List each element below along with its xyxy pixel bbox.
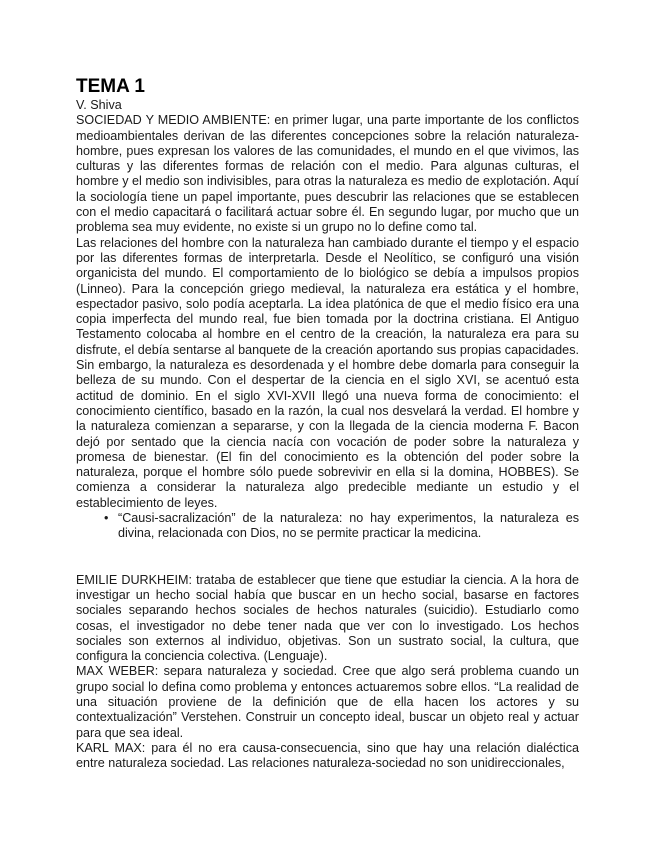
paragraph-relaciones-hombre-naturaleza: Las relaciones del hombre con la naturaleza han cambiado durante el tiempo y el espacio por las diferentes formas de interpretarla. Desde el Neolítico, se configuró una visión organicista del mundo. El comportamiento de lo biológico se debía a impulsos propios (Linneo). Para la concepción griego medieval, la naturaleza era estática y el hombre, espectador pasivo, solo podía aceptarla. La idea platónica de que el medio físico era una copia imperfecta del mundo real, fue bien tomada por la doctrina cristiana. El Antiguo Testamento colocaba al hombre en el centro de la creación, la naturaleza era para su disfrute, el debía sentarse al banquete de la creación aportando sus propias capacidades. Sin embargo, la naturaleza es desordenada y el hombre debe domarla para conseguir la belleza de su mundo. Con el despertar de la ciencia en el siglo XVI, se acentuó esta actitud de dominio. En el siglo XVI-XVII llegó una nueva forma de conocimiento: el conocimiento científico, basado en la razón, la cual nos desvelará la verdad. El hombre y la naturaleza comienzan a separarse, y con la llegada de la ciencia moderna F. Bacon dejó por sentado que la ciencia nacía con vocación de poder sobre la naturaleza y promesa de bienestar. (El fin del conocimiento es la obtención del poder sobre la naturaleza, porque el hombre sólo puede sobrevivir en ella si la domina, HOBBES). Se comienza a considerar la naturaleza algo predecible mediante un estudio y el establecimiento de leyes. bbox=[76, 235, 579, 510]
paragraph-sociedad-medio-ambiente: SOCIEDAD Y MEDIO AMBIENTE: en primer lugar, una parte importante de los conflictos medioambientales derivan de las diferentes concepciones sobre la relación naturaleza-hombre, pues expresan los valores de las comunidades, el mundo en el que vivimos, las culturas y las diferentes formas de relación con el medio. Para algunas culturas, el hombre y el medio son indivisibles, para otras la naturaleza es medio de explotación. Aquí la sociología tiene un papel importante, pues descubrir las relaciones que se establecen con el medio capacitará o facilitará actuar sobre él. En segundo lugar, por mucho que un problema sea muy evidente, no existe si un grupo no lo define como tal. bbox=[76, 113, 579, 235]
section-spacer bbox=[76, 542, 579, 573]
paragraph-durkheim: EMILIE DURKHEIM: trataba de establecer que tiene que estudiar la ciencia. A la hora de investigar un hecho social había que buscar en un hecho social, basarse en factores sociales separando hechos sociales de hechos naturales (suicidio). Estudiarlo como cosas, el investigador no debe tener nada que ver con lo investigado. Los hechos sociales son externos al individuo, objetivas. Son un sustrato social, la cultura, que configura la conciencia colectiva. (Lenguaje). bbox=[76, 572, 579, 664]
bullet-icon: • bbox=[104, 511, 109, 526]
paragraph-weber: MAX WEBER: separa naturaleza y sociedad. Cree que algo será problema cuando un grupo social lo defina como problema y entonces actuaremos sobre ellos. “La realidad de una situación proviene de la definición que de ella hacen los actores y su contextualización” Verstehen. Construir un concepto ideal, buscar un objeto real y actuar para que sea ideal. bbox=[76, 664, 579, 740]
paragraph-marx: KARL MAX: para él no era causa-consecuencia, sino que hay una relación dialéctica entre naturaleza sociedad. Las relaciones naturaleza-sociedad no son unidireccionales, bbox=[76, 740, 579, 771]
author-line: V. Shiva bbox=[76, 98, 122, 112]
page-title: TEMA 1 bbox=[76, 76, 145, 97]
bullet-text: “Causi-sacralización” de la naturaleza: no hay experimentos, la naturaleza es divina, relacionada con Dios, no se permite practicar la medicina. bbox=[118, 511, 579, 541]
document-page bbox=[76, 76, 579, 771]
bullet-item bbox=[76, 511, 579, 542]
